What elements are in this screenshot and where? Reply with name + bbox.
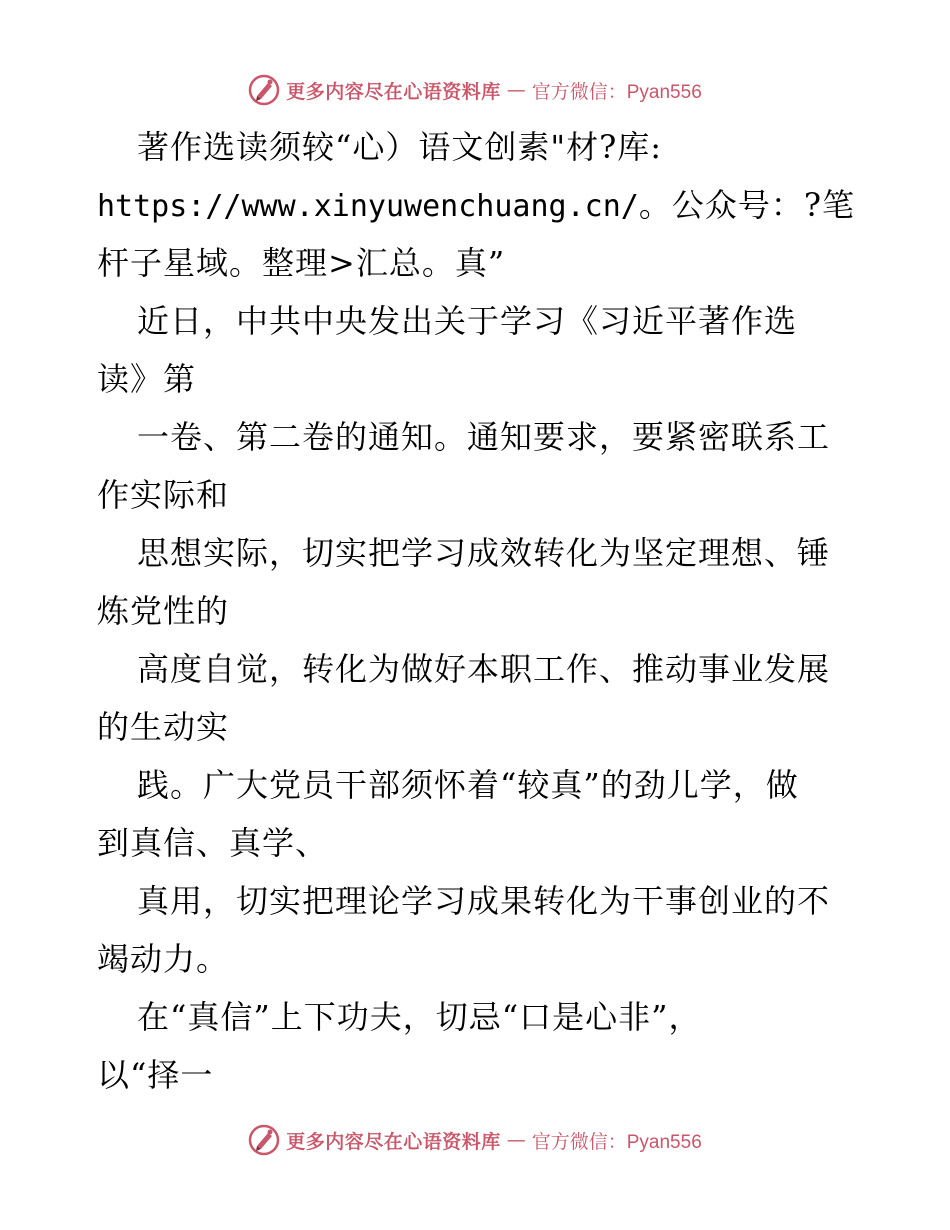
body-line: 的生动实 (97, 708, 230, 746)
watermark-contact: 官方微信：Pyan556 (531, 1131, 702, 1153)
body-line: 近日，中共中央发出关于学习《习近平著作选 (137, 302, 798, 340)
body-line: 竭动力。 (97, 940, 230, 978)
body-line: 以“择一 (97, 1056, 214, 1094)
watermark-text: 更多内容尽在心语资料库 (286, 1130, 501, 1153)
body-line: 在“真信”上下功夫，切忌“口是心非”， (137, 998, 702, 1036)
body-line: 作实际和 (97, 476, 230, 514)
body-line: 著作选读须较“心）语文创素"材?库: (137, 128, 663, 166)
watermark-text: 更多内容尽在心语资料库 (286, 80, 501, 103)
body-line: 杆子星域。整理>汇总。真” (97, 244, 506, 282)
body-line: 高度自觉，转化为做好本职工作、推动事业发展 (137, 650, 831, 688)
body-line: 真用，切实把理论学习成果转化为干事创业的不 (137, 882, 831, 920)
url-line-rest: 。公众号：?笔 (638, 186, 856, 224)
watermark-separator: — (506, 79, 526, 101)
watermark-separator: — (506, 1129, 526, 1151)
watermark-contact: 官方微信：Pyan556 (531, 81, 702, 103)
url-link[interactable]: https://www.xinyuwenchuang.cn/ (97, 189, 639, 224)
body-line-url (97, 176, 867, 234)
body-line: 读》第 (97, 360, 197, 398)
body-line: 思想实际，切实把学习成效转化为坚定理想、锤 (137, 534, 831, 572)
body-line: 到真信、真学、 (97, 824, 329, 862)
document-body (97, 118, 867, 1104)
body-line: 一卷、第二卷的通知。通知要求，要紧密联系工 (137, 418, 831, 456)
pen-logo-icon (248, 74, 280, 106)
pen-logo-icon (248, 1124, 280, 1156)
body-line: 践。广大党员干部须怀着“较真”的劲儿学，做 (137, 766, 799, 804)
footer-watermark (0, 1120, 950, 1160)
body-line: 炼党性的 (97, 592, 230, 630)
header-watermark (0, 70, 950, 110)
